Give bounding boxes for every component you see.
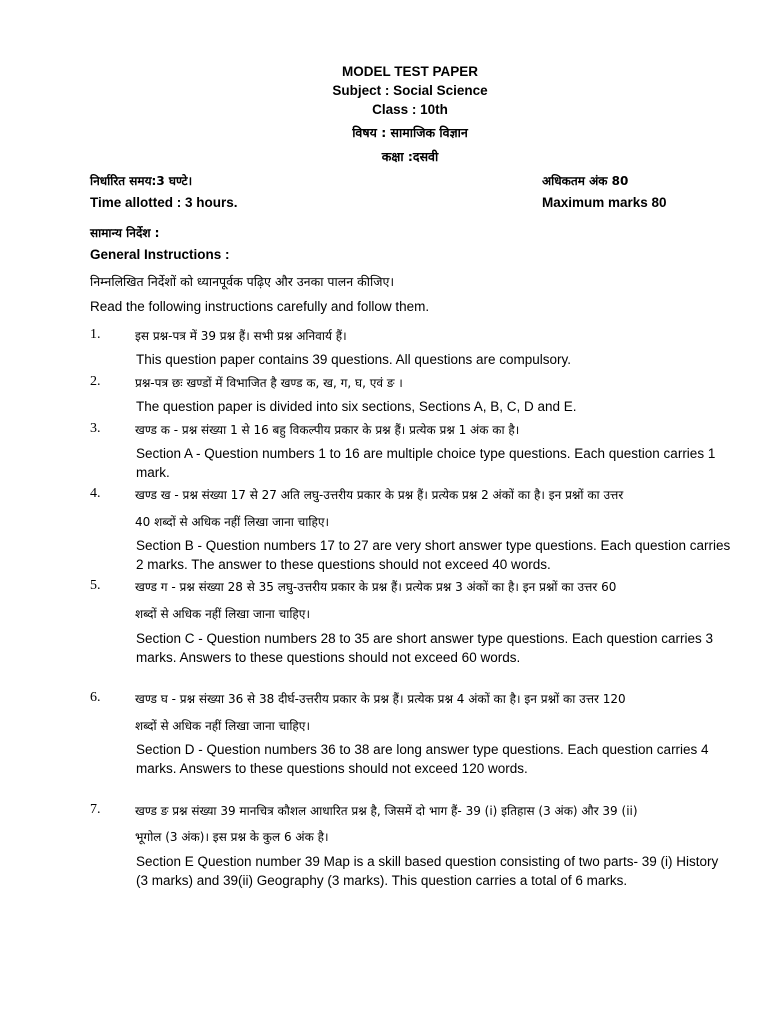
instruction-hindi-text: खण्ड ग - प्रश्न संख्या 28 से 35 लघु-उत्तरीय प्रकार के प्रश्न हैं। प्रत्येक प्रश्न 3 अंकों का है। इन प्रश्नों का उत्तर 60	[135, 580, 617, 594]
instruction-hindi-text-continued: भूगोल (3 अंक)। इस प्रश्न के कुल 6 अंक है।	[135, 830, 329, 844]
class-line-hindi: कक्षा :दसवी	[381, 149, 439, 164]
instruction-hindi-text-continued: शब्दों से अधिक नहीं लिखा जाना चाहिए।	[135, 719, 310, 733]
instruction-english-text: The question paper is divided into six sections, Sections A, B, C, D and E.	[136, 399, 577, 414]
instruction-number: 2.	[90, 374, 101, 389]
instruction-hindi-text: खण्ड ङ प्रश्न संख्या 39 मानचित्र कौशल आधारित प्रश्न है, जिसमें दो भाग हैं- 39 (i) इतिहास (3 अंक) और 39 (ii)	[135, 804, 638, 818]
general-instructions-heading: General Instructions :	[90, 247, 230, 262]
maximum-marks: Maximum marks 80	[542, 195, 667, 210]
instruction-number: 1.	[90, 327, 101, 342]
instructions-intro: Read the following instructions carefully and follow them.	[90, 299, 430, 314]
time-allotted-hindi: निर्धारित समय:3 घण्टे।	[90, 174, 193, 188]
instruction-hindi-text-continued: 40 शब्दों से अधिक नहीं लिखा जाना चाहिए।	[135, 515, 330, 529]
general-instructions-heading-hindi: सामान्य निर्देश :	[90, 226, 160, 240]
instruction-english-text: This question paper contains 39 questions. All questions are compulsory.	[136, 352, 571, 367]
class-line: Class : 10th	[372, 102, 448, 117]
instruction-english-text: Section D - Question numbers 36 to 38 are long answer type questions. Each question carries 4 marks. Answers to these questions should not exceed 120 words.	[136, 742, 709, 776]
time-allotted: Time allotted : 3 hours.	[90, 195, 238, 210]
instruction-english-text: Section B - Question numbers 17 to 27 are very short answer type questions. Each question carries 2 marks. The answer to these questions should not exceed 40 words.	[136, 538, 731, 572]
instruction-hindi-text: खण्ड क - प्रश्न संख्या 1 से 16 बहु विकल्पीय प्रकार के प्रश्न हैं। प्रत्येक प्रश्न 1 अंक का है।	[135, 423, 520, 437]
instruction-english-text: Section E Question number 39 Map is a skill based question consisting of two parts- 39 (i) History (3 marks) and 39(ii) Geography (3 marks). This question carries a total of 6 marks.	[136, 854, 719, 888]
instruction-hindi-text: प्रश्न-पत्र छः खण्डों में विभाजित है खण्ड क, ख, ग, घ, एवं ङ ।	[135, 376, 403, 390]
maximum-marks-hindi: अधिकतम अंक 80	[542, 174, 629, 188]
paper-title: MODEL TEST PAPER	[341, 64, 478, 79]
instruction-number: 4.	[90, 486, 101, 501]
instruction-hindi-text-continued: शब्दों से अधिक नहीं लिखा जाना चाहिए।	[135, 607, 310, 621]
instruction-hindi-text: खण्ड ख - प्रश्न संख्या 17 से 27 अति लघु-उत्तरीय प्रकार के प्रश्न हैं। प्रत्येक प्रश्न 2 अंकों का है। इन प्रश्नों का उत्तर	[135, 488, 624, 502]
subject-line-hindi: विषय : सामाजिक विज्ञान	[352, 125, 468, 140]
instruction-number: 3.	[90, 421, 101, 436]
instruction-number: 6.	[90, 690, 101, 705]
instruction-english-text: Section A - Question numbers 1 to 16 are multiple choice type questions. Each question carries 1 mark.	[136, 446, 716, 480]
subject-line: Subject : Social Science	[332, 83, 488, 98]
instruction-number: 5.	[90, 578, 101, 593]
instruction-hindi-text: खण्ड घ - प्रश्न संख्या 36 से 38 दीर्घ-उत्तरीय प्रकार के प्रश्न हैं। प्रत्येक प्रश्न 4 अंकों का है। इन प्रश्नों का उत्तर 120	[135, 692, 626, 706]
instruction-number: 7.	[90, 802, 101, 817]
instruction-hindi-text: इस प्रश्न-पत्र में 39 प्रश्न हैं। सभी प्रश्न अनिवार्य हैं।	[135, 329, 347, 343]
instruction-english-text: Section C - Question numbers 28 to 35 are short answer type questions. Each question carries 3 marks. Answers to these questions should not exceed 60 words.	[136, 631, 714, 665]
instructions-intro-hindi: निम्नलिखित निर्देशों को ध्यानपूर्वक पढ़िए और उनका पालन कीजिए।	[90, 274, 395, 289]
